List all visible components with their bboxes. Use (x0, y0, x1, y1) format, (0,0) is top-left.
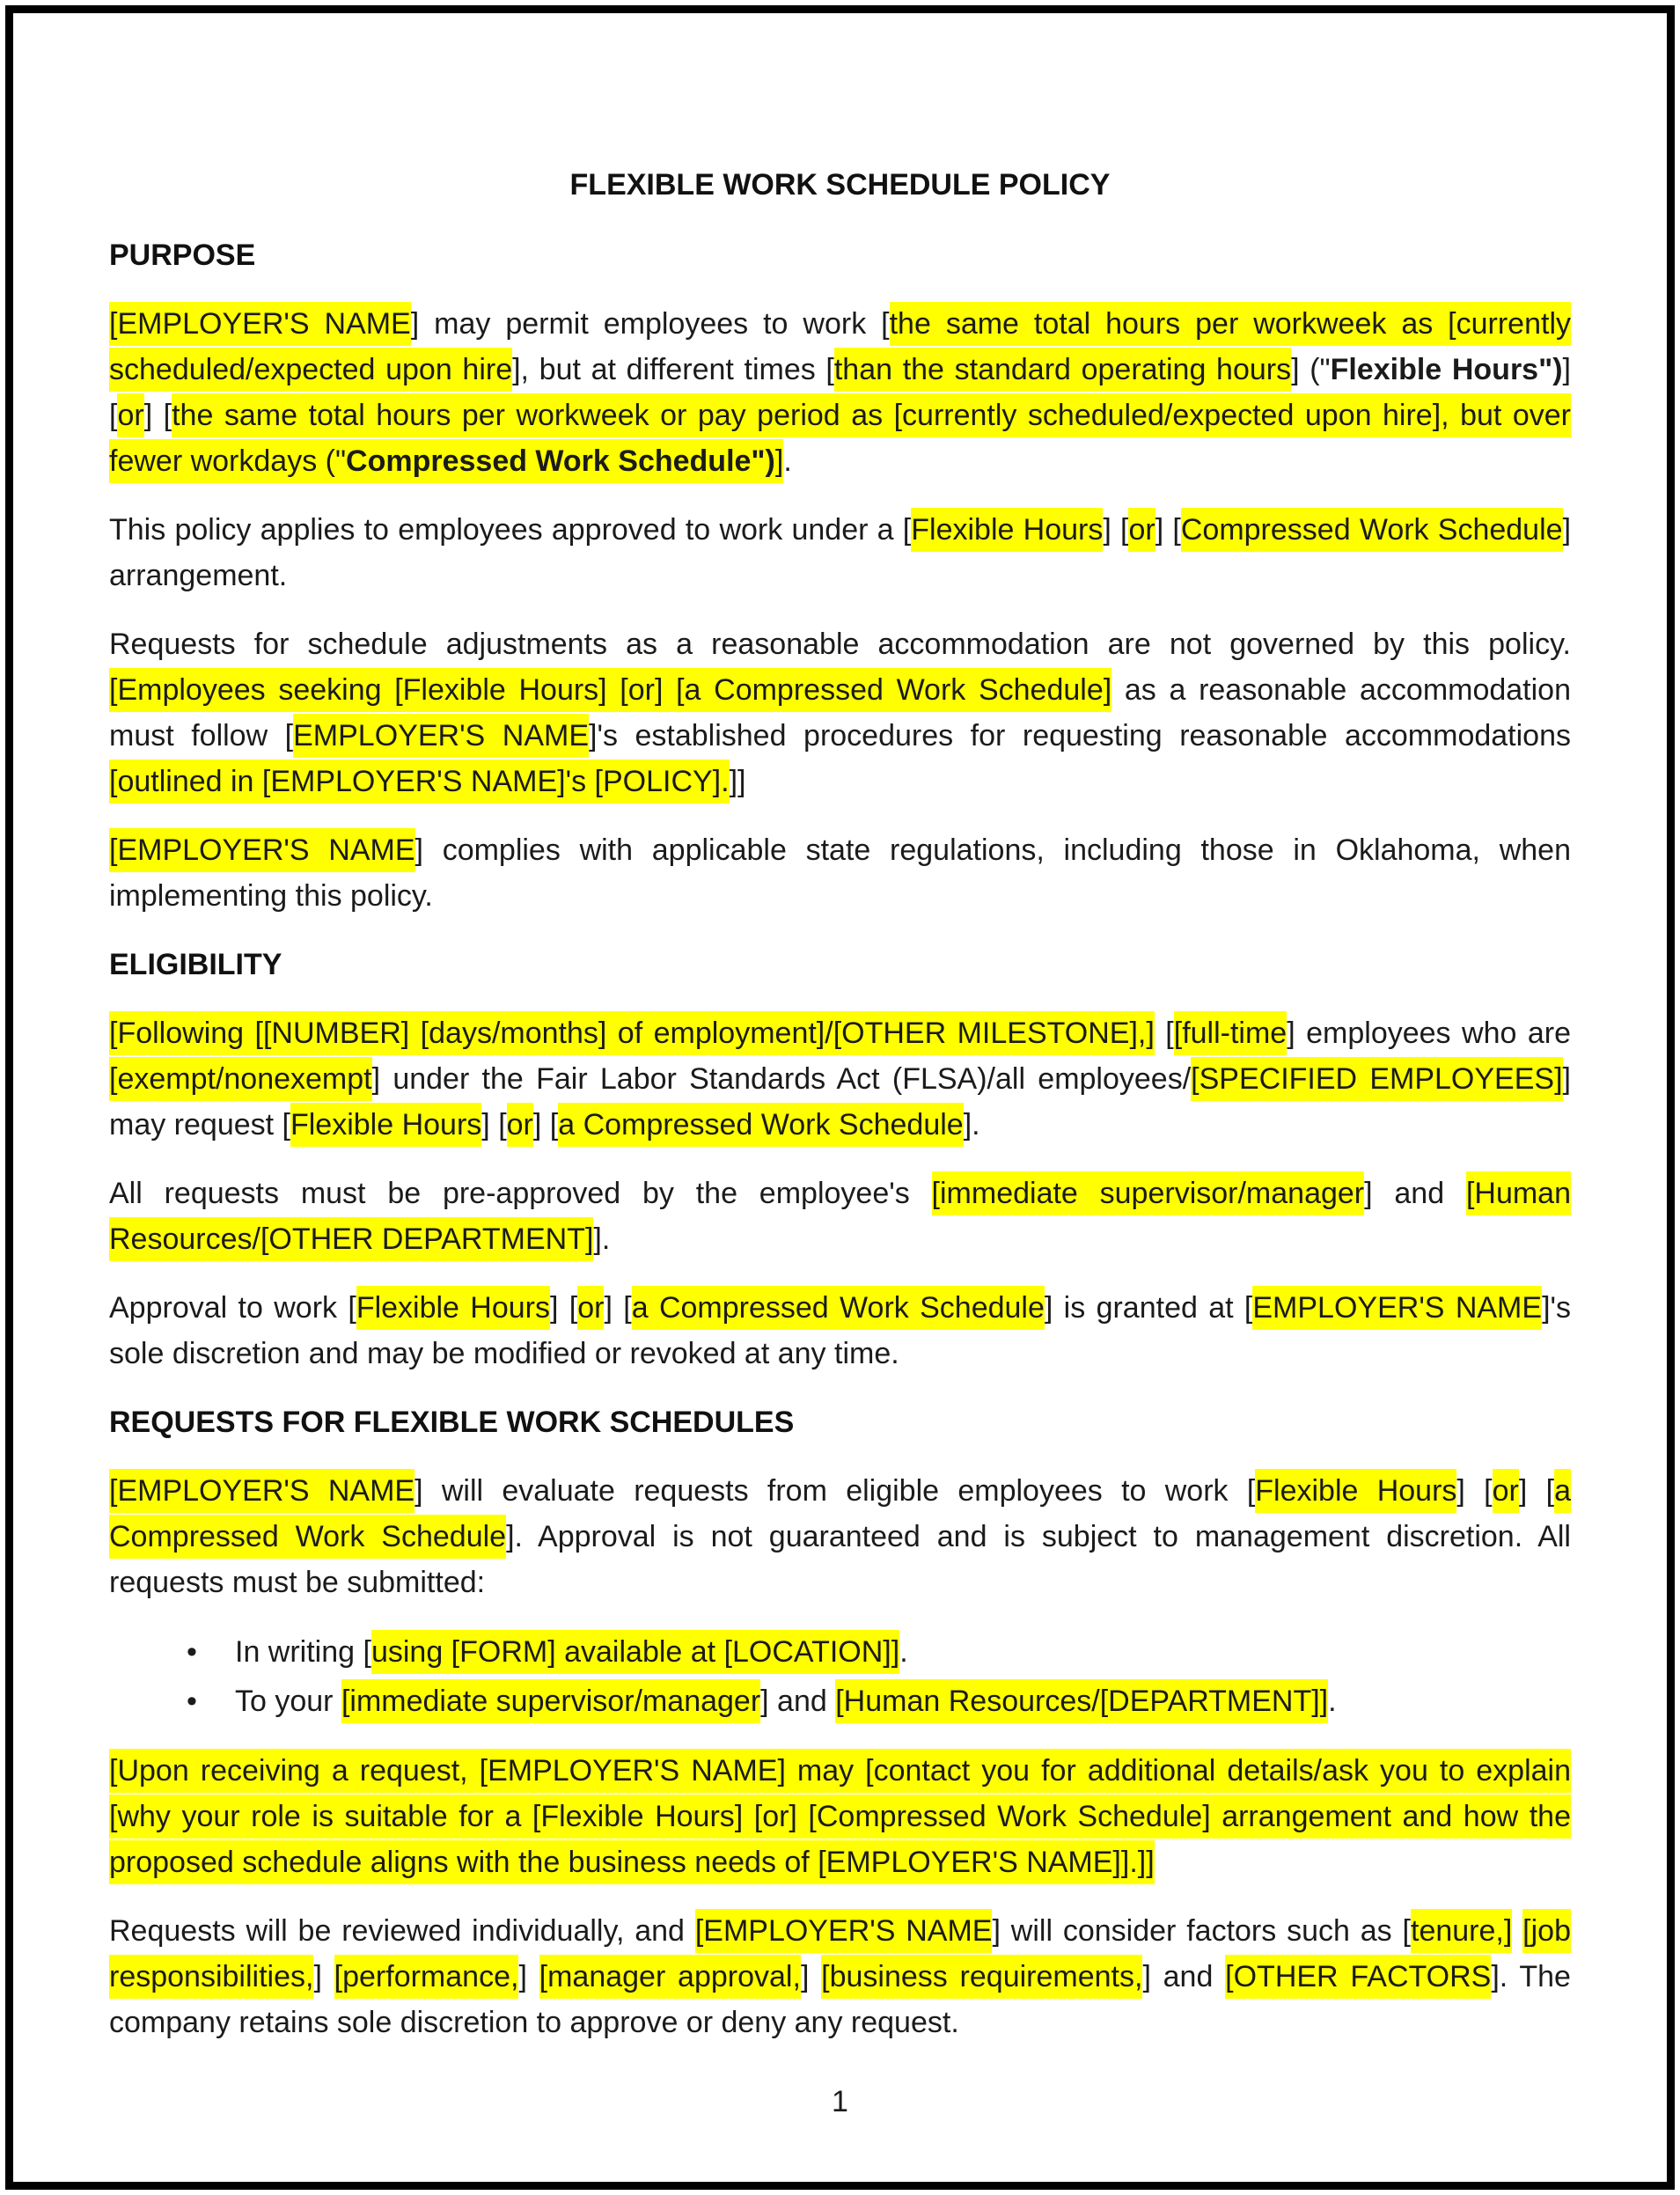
paragraph (109, 301, 1571, 484)
highlighted-text: or (577, 1286, 604, 1330)
text-run: ]'s established procedures for requesting reasonable accommodations (589, 719, 1571, 752)
text-run: ] [ (550, 1291, 578, 1325)
text-run: ] [ (1518, 1474, 1555, 1508)
highlighted-text: Flexible Hours (356, 1286, 550, 1330)
document-body (109, 232, 1571, 2045)
paragraph (109, 1171, 1571, 1262)
paragraph (109, 827, 1571, 919)
highlighted-text: Flexible Hours (290, 1103, 481, 1147)
paragraph (109, 621, 1571, 804)
text-run: Approval to work [ (109, 1291, 356, 1325)
highlighted-text: [EMPLOYER'S NAME (109, 302, 411, 346)
text-run: ] [ (1103, 513, 1129, 547)
highlighted-text: [Upon receiving a request, [EMPLOYER'S NAME] may [contact you for additional details/ask you to explain [why your role is suitable for a [Flexible Hours] [or] [Compressed Work Schedule] arrangement and how the proposed schedule aligns with the business needs of [EMPLOYER'S NAME]].]] (109, 1749, 1571, 1884)
text-run: ] (800, 1960, 822, 1993)
highlighted-text: [performance, (334, 1955, 519, 1999)
highlighted-text: [OTHER FACTORS (1225, 1955, 1491, 1999)
text-run: This policy applies to employees approved to work under a [ (109, 513, 912, 547)
text-run: ] will evaluate requests from eligible employees to work [ (414, 1474, 1256, 1508)
list-item-text (235, 1679, 1337, 1723)
text-run: ] [ (532, 1108, 559, 1142)
page-content (109, 162, 1571, 2195)
list-item (109, 1628, 1571, 1676)
highlighted-text: Flexible Hours (1255, 1469, 1456, 1513)
text-run: ] [ (143, 399, 172, 432)
text-run: ] and (1364, 1177, 1466, 1210)
text-run: ] may permit employees to work [ (410, 307, 890, 341)
highlighted-text: [immediate supervisor/manager (341, 1679, 760, 1723)
paragraph (109, 1468, 1571, 1605)
paragraph (109, 1010, 1571, 1148)
highlighted-text: [job responsibilities, (109, 1909, 1571, 1999)
highlighted-text: or (507, 1103, 533, 1147)
text-run: ] (" (1291, 353, 1331, 386)
text-run: ] [ (109, 353, 1571, 432)
text-run: ]. (593, 1222, 611, 1256)
section-heading: ELIGIBILITY (109, 948, 282, 981)
paragraph (109, 1285, 1571, 1376)
text-run: ]] (729, 765, 746, 798)
text-run (1512, 1914, 1522, 1948)
highlighted-text: [outlined in [EMPLOYER'S NAME]'s [POLICY]. (109, 760, 730, 804)
page-number: 1 (832, 2085, 848, 2118)
highlighted-text: the same total hours per workweek as [currently scheduled/expected upon hire (109, 302, 1571, 392)
list-item (109, 1677, 1571, 1725)
paragraph (109, 507, 1571, 598)
text-run: ] and (760, 1685, 836, 1718)
highlighted-text: or (1128, 508, 1155, 552)
bullet-icon: • (187, 1635, 197, 1669)
highlighted-text: [exempt/nonexempt (109, 1057, 372, 1101)
highlighted-text: [business requirements, (821, 1955, 1142, 1999)
highlighted-text: [EMPLOYER'S NAME (109, 828, 415, 872)
section-heading: PURPOSE (109, 239, 256, 272)
text-run: ] [ (1155, 513, 1181, 547)
text-run: ]. (963, 1108, 980, 1142)
highlighted-text: [Human Resources/[DEPARTMENT]] (835, 1679, 1328, 1723)
highlighted-text: [full-time (1174, 1011, 1287, 1055)
highlighted-text: a Compressed Work Schedule (558, 1103, 963, 1147)
text-run: All requests must be pre-approved by the employee's (109, 1177, 932, 1210)
text-run: ] employees who are (1287, 1017, 1571, 1050)
text-run: [ (1154, 1017, 1174, 1050)
text-run: ] (518, 1960, 539, 1993)
text-run: ]. The company retains sole discretion to approve or deny any request. (109, 1960, 1571, 2039)
highlighted-text: a Compressed Work Schedule (109, 1469, 1571, 1559)
highlighted-text: Compressed Work Schedule (1181, 508, 1563, 552)
text-run: To your (235, 1685, 341, 1718)
highlighted-text: [Human Resources/[OTHER DEPARTMENT] (109, 1171, 1571, 1261)
list-item-text (235, 1630, 908, 1674)
highlighted-text: or (1493, 1469, 1519, 1513)
highlighted-text: [Following [[NUMBER] [days/months] of employment]/[OTHER MILESTONE],] (109, 1011, 1155, 1055)
paragraph (109, 1908, 1571, 2045)
text-run: ] is granted at [ (1044, 1291, 1253, 1325)
highlighted-text: ] (775, 439, 783, 483)
text-run: as a reasonable accommodation must follow [ (109, 673, 1572, 752)
paragraph (109, 1748, 1571, 1885)
bullet-icon: • (187, 1685, 197, 1718)
text-run: ] [ (1456, 1474, 1493, 1508)
highlighted-text: [Employees seeking [Flexible Hours] [or] [a Compressed Work Schedule] (109, 668, 1111, 712)
text-run: ] [ (481, 1108, 507, 1142)
text-run: In writing [ (235, 1635, 371, 1669)
highlighted-text: using [FORM] available at [LOCATION]] (371, 1630, 899, 1674)
text-run: ] complies with applicable state regulations, including those in Oklahoma, when implementing this policy. (109, 833, 1571, 913)
highlighted-text: [EMPLOYER'S NAME (109, 1469, 414, 1513)
highlighted-text: tenure,] (1411, 1909, 1512, 1953)
text-run: . (1328, 1685, 1337, 1718)
text-run: ], but at different times [ (512, 353, 834, 386)
document-title: FLEXIBLE WORK SCHEDULE POLICY (569, 168, 1111, 202)
text-run: ] [ (604, 1291, 632, 1325)
text-run: ] will consider factors such as [ (992, 1914, 1411, 1948)
highlighted-text: EMPLOYER'S NAME (1252, 1286, 1542, 1330)
text-run: ] (313, 1960, 334, 1993)
text-run: ] may request [ (109, 1062, 1571, 1142)
text-run: . (783, 444, 792, 478)
highlighted-text: than the standard operating hours (834, 348, 1291, 392)
highlighted-text: [immediate supervisor/manager (932, 1171, 1365, 1215)
highlighted-text: or (117, 393, 143, 437)
text-run: ]. Approval is not guaranteed and is subject to management discretion. All requests must be submitted: (109, 1520, 1571, 1599)
text-run: ]'s sole discretion and may be modified or revoked at any time. (109, 1291, 1571, 1370)
section-heading: REQUESTS FOR FLEXIBLE WORK SCHEDULES (109, 1406, 795, 1439)
text-run: Requests for schedule adjustments as a reasonable accommodation are not governed by this policy. (109, 628, 1571, 661)
highlighted-text: [EMPLOYER'S NAME (695, 1909, 993, 1953)
text-run: ] and (1142, 1960, 1226, 1993)
highlighted-text: EMPLOYER'S NAME (293, 714, 589, 758)
highlighted-text: [manager approval, (539, 1955, 801, 1999)
highlighted-text: a Compressed Work Schedule (632, 1286, 1045, 1330)
text-run: . (899, 1635, 908, 1669)
text-run: Flexible Hours") (1330, 353, 1563, 386)
highlighted-text: Compressed Work Schedule") (346, 439, 775, 483)
text-run: ] arrangement. (109, 513, 1572, 592)
highlighted-text: Flexible Hours (911, 508, 1103, 552)
highlighted-text: the same total hours per workweek or pay period as [currently scheduled/expected upon hire], but over fewer workdays (" (109, 393, 1571, 483)
text-run: Requests will be reviewed individually, and (109, 1914, 695, 1948)
highlighted-text: [SPECIFIED EMPLOYEES] (1191, 1057, 1562, 1101)
text-run: ] under the Fair Labor Standards Act (FLSA)/all employees/ (371, 1062, 1192, 1096)
bullet-list (109, 1628, 1571, 1725)
